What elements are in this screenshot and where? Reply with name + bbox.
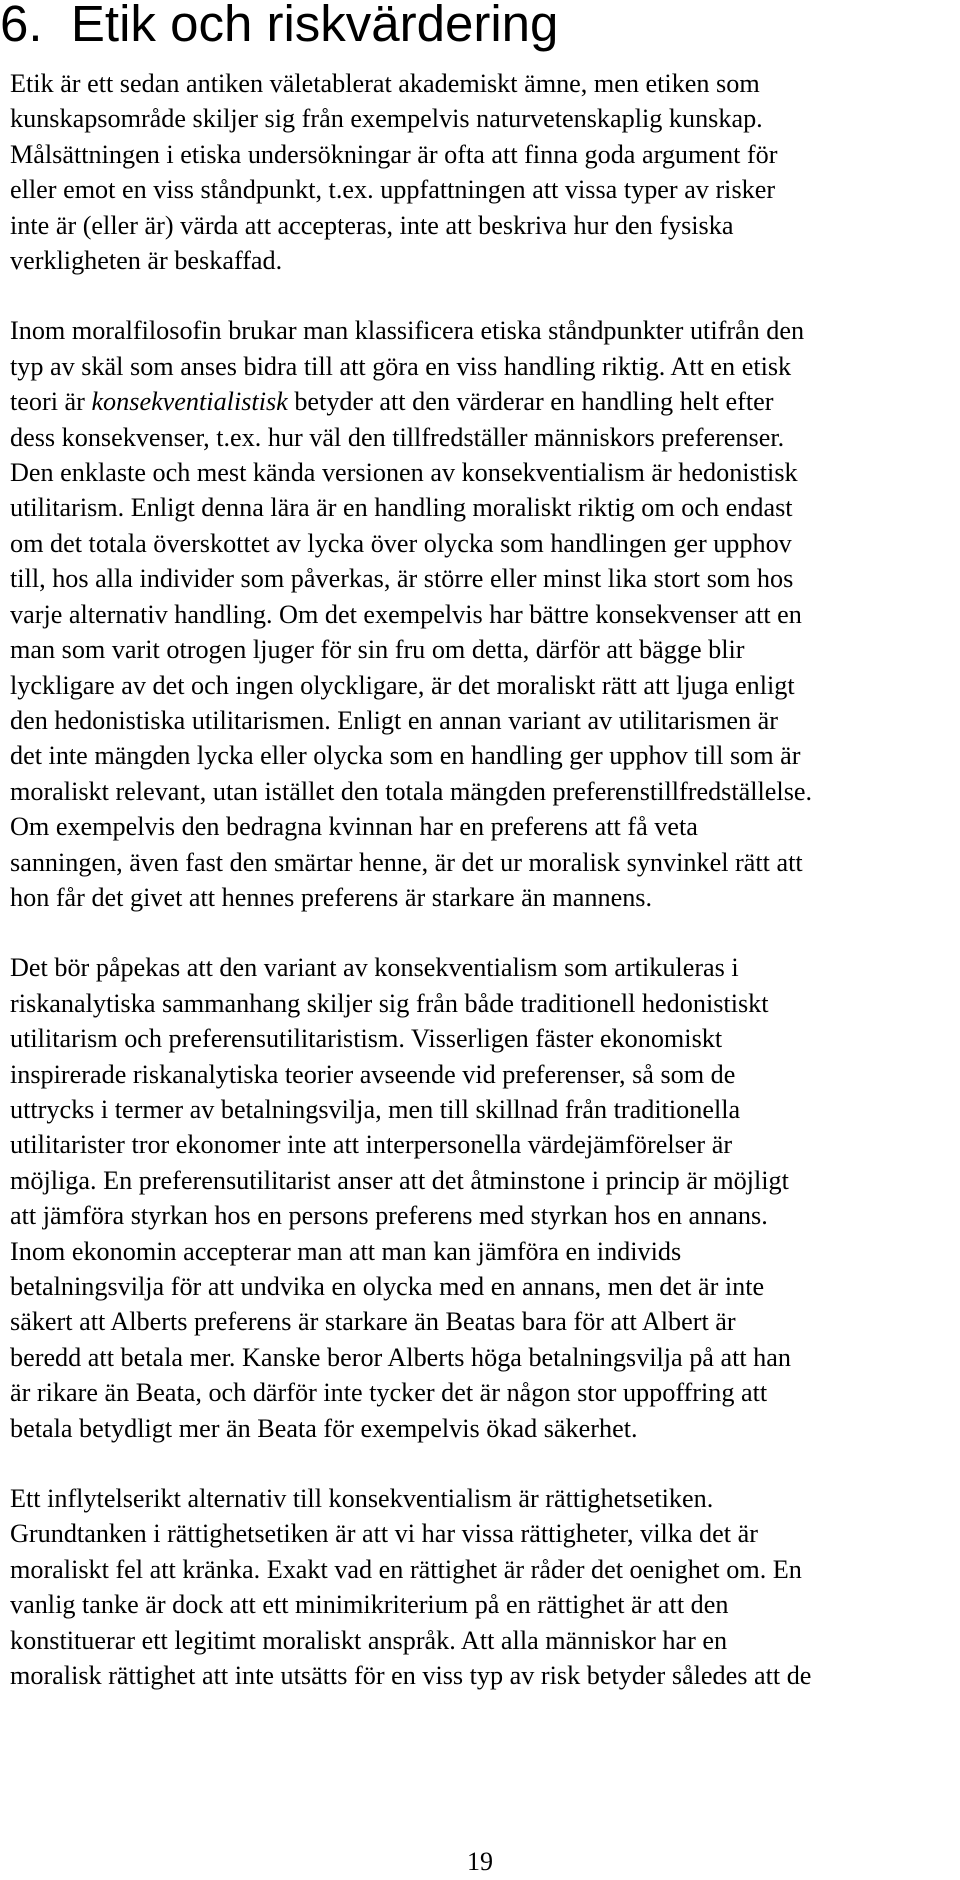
text-line: Inom moralfilosofin brukar man klassificera etiska ståndpunkter utifrån den [10,316,805,346]
text-line: att jämföra styrkan hos en persons preferens med styrkan hos en annans. [10,1201,768,1231]
text-line: Den enklaste och mest kända versionen av konsekventialism är hedonistisk [10,458,798,488]
page-footer [0,1847,960,1877]
paragraph-rights-ethics [10,1481,958,1693]
text-line: beredd att betala mer. Kanske beror Alberts höga betalningsvilja på att han [10,1342,791,1372]
body-text [10,66,958,1693]
page-number: 19 [467,1847,493,1876]
text-line: konstituerar ett legitimt moraliskt anspråk. Att alla människor har en [10,1625,728,1655]
text-line: lyckligare av det och ingen olyckligare, är det moraliskt rätt att ljuga enligt [10,670,795,700]
text-line: utilitarism. Enligt denna lära är en handling moraliskt riktig om och endast [10,493,793,523]
text-line: betalningsvilja för att undvika en olycka med en annans, men det är inte [10,1272,765,1301]
text-line: uttrycks i termer av betalningsvilja, men till skillnad från traditionella [10,1094,741,1124]
text-line: moraliskt fel att kränka. Exakt vad en rättighet är råder det oenighet om. En [10,1554,802,1584]
text-line: moralisk rättighet att inte utsätts för en viss typ av risk betyder således att de [10,1661,812,1691]
text-line: den hedonistiska utilitarismen. Enligt en annan variant av utilitarismen är [10,705,778,735]
chapter-title: Etik och riskvärdering [70,0,559,52]
paragraph-risk-analysis [10,950,958,1446]
text-line: Målsättningen i etiska undersökningar är ofta att finna goda argument för [10,139,778,169]
text-fragment: teori är [10,387,92,417]
text-line: det inte mängden lycka eller olycka som en handling ger upphov till som är [10,741,801,771]
text-line: dess konsekvenser, t.ex. hur väl den tillfredställer människors preferenser. [10,422,785,452]
text-line: sanningen, även fast den smärtar henne, är det ur moralisk synvinkel rätt att [10,847,803,877]
paragraph-intro [10,66,958,278]
chapter-number: 6. [0,0,43,52]
text-line: eller emot en viss ståndpunkt, t.ex. uppfattningen att vissa typer av risker [10,175,776,205]
text-line: Etik är ett sedan antiken väletablerat akademiskt ämne, men etiken som [10,69,760,98]
text-line: typ av skäl som anses bidra till att göra en viss handling riktig. Att en etisk [10,351,792,381]
text-fragment: betyder att den värderar en handling helt efter [287,387,774,417]
text-line: möjliga. En preferensutilitarist anser att det åtminstone i princip är möjligt [10,1165,789,1195]
text-line: till, hos alla individer som påverkas, är större eller minst lika stort som hos [10,564,794,594]
chapter-heading [0,0,558,54]
text-line: säkert att Alberts preferens är starkare än Beatas bara för att Albert är [10,1307,736,1337]
text-line-with-emphasis [10,384,958,419]
text-line: utilitarism och preferensutilitaristism. Visserligen fäster ekonomiskt [10,1024,723,1054]
text-line: Det bör påpekas att den variant av konsekventialism som artikuleras i [10,953,739,983]
text-line: utilitarister tror ekonomer inte att interpersonella värdejämförelser är [10,1130,733,1160]
paragraph-consequentialism [10,313,958,915]
text-line: Om exempelvis den bedragna kvinnan har en preferens att få veta [10,812,698,842]
text-line: vanlig tanke är dock att ett minimikriterium på en rättighet är att den [10,1590,729,1620]
text-line: varje alternativ handling. Om det exempelvis har bättre konsekvenser att en [10,599,802,629]
emphasized-term: konsekventialistisk [91,387,288,417]
text-line: Grundtanken i rättighetsetiken är att vi har vissa rättigheter, vilka det är [10,1519,758,1549]
text-line: kunskapsområde skiljer sig från exempelvis naturvetenskaplig kunskap. [10,104,763,134]
text-line: Ett inflytelserikt alternativ till konsekventialism är rättighetsetiken. [10,1484,714,1514]
text-line: riskanalytiska sammanhang skiljer sig från både traditionell hedonistiskt [10,988,769,1018]
text-line: betala betydligt mer än Beata för exempelvis ökad säkerhet. [10,1413,638,1443]
text-line: Inom ekonomin accepterar man att man kan jämföra en individs [10,1236,682,1266]
text-line: inte är (eller är) värda att accepteras, inte att beskriva hur den fysiska [10,210,734,240]
text-line: verkligheten är beskaffad. [10,246,283,276]
text-line: inspirerade riskanalytiska teorier avseende vid preferenser, så som de [10,1059,736,1089]
text-line: om det totala överskottet av lycka över olycka som handlingen ger upphov [10,528,792,558]
text-line: man som varit otrogen ljuger för sin fru om detta, därför att bägge blir [10,635,745,665]
text-line: moraliskt relevant, utan istället den totala mängden preferenstillfredställelse. [10,776,813,806]
text-line: är rikare än Beata, och därför inte tycker det är någon stor uppoffring att [10,1378,768,1408]
text-line: hon får det givet att hennes preferens är starkare än mannens. [10,882,653,912]
